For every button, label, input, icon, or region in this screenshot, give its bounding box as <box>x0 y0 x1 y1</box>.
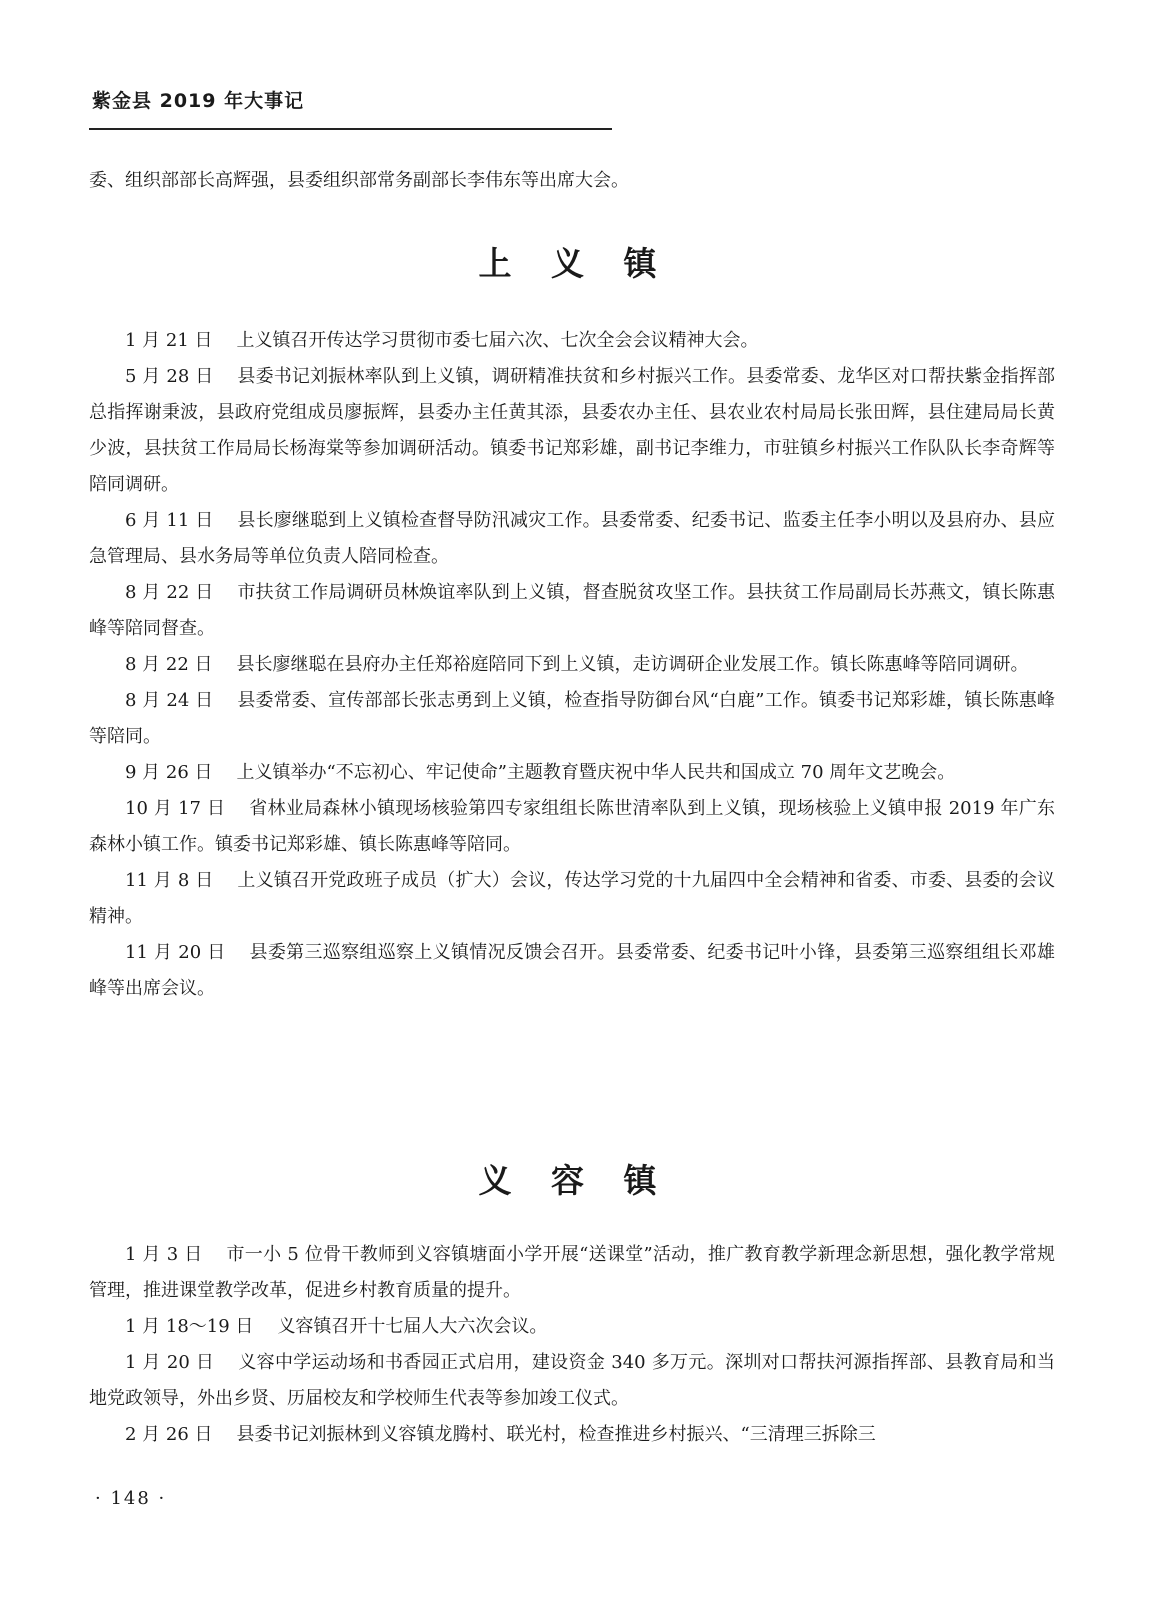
event-text: 县委书记刘振林到义容镇龙腾村、联光村，检查推进乡村振兴、“三清理三拆除三 <box>236 1424 876 1445</box>
running-header: 紫金县 2019 年大事记 <box>92 90 305 112</box>
event-date: 8 月 22 日 <box>125 654 213 675</box>
event-date: 11 月 8 日 <box>125 870 214 891</box>
event-text: 义容镇召开十七届人大六次会议。 <box>277 1316 548 1337</box>
event-date: 9 月 26 日 <box>125 762 213 783</box>
event-date: 8 月 22 日 <box>125 582 214 603</box>
event-entry <box>89 359 1055 503</box>
event-date: 6 月 11 日 <box>125 510 214 531</box>
header-rule <box>89 128 612 130</box>
event-entry <box>89 791 1055 863</box>
section-shangyi-entries <box>89 323 1055 1007</box>
event-date: 1 月 20 日 <box>125 1352 215 1373</box>
event-entry <box>89 323 1055 359</box>
lead-paragraph: 委、组织部部长高辉强，县委组织部常务副部长李伟东等出席大会。 <box>89 170 629 191</box>
event-text: 省林业局森林小镇现场核验第四专家组组长陈世清率队到上义镇，现场核验上义镇申报 2019 年广东森林小镇工作。镇委书记郑彩雄、镇长陈惠峰等陪同。 <box>89 798 1055 855</box>
event-entry <box>89 1345 1055 1417</box>
event-entry <box>89 1309 1055 1345</box>
event-text: 县委第三巡察组巡察上义镇情况反馈会召开。县委常委、纪委书记叶小锋，县委第三巡察组组长邓雄峰等出席会议。 <box>89 942 1055 999</box>
event-text: 上义镇举办“不忘初心、牢记使命”主题教育暨庆祝中华人民共和国成立 70 周年文艺晚会。 <box>236 762 956 783</box>
event-text: 义容中学运动场和书香园正式启用，建设资金 340 多万元。深圳对口帮扶河源指挥部、县教育局和当地党政领导，外出乡贤、历届校友和学校师生代表等参加竣工仪式。 <box>89 1352 1055 1409</box>
event-date: 8 月 24 日 <box>125 690 214 711</box>
event-text: 县长廖继聪到上义镇检查督导防汛减灾工作。县委常委、纪委书记、监委主任李小明以及县府办、县应急管理局、县水务局等单位负责人陪同检查。 <box>89 510 1055 567</box>
event-date: 1 月 18～19 日 <box>125 1316 254 1337</box>
event-text: 县长廖继聪在县府办主任郑裕庭陪同下到上义镇，走访调研企业发展工作。镇长陈惠峰等陪同调研。 <box>236 654 1029 675</box>
event-entry <box>89 647 1055 683</box>
event-date: 1 月 21 日 <box>125 330 213 351</box>
section-title-shangyi: 上 义 镇 <box>478 244 671 283</box>
event-entry <box>89 683 1055 755</box>
event-text: 上义镇召开党政班子成员（扩大）会议，传达学习党的十九届四中全会精神和省委、市委、县委的会议精神。 <box>89 870 1055 927</box>
event-text: 市扶贫工作局调研员林焕谊率队到上义镇，督查脱贫攻坚工作。县扶贫工作局副局长苏燕文，镇长陈惠峰等陪同督查。 <box>89 582 1055 639</box>
section-title-yirong: 义 容 镇 <box>478 1161 671 1200</box>
event-entry <box>89 1237 1055 1309</box>
event-entry <box>89 755 1055 791</box>
event-text: 县委书记刘振林率队到上义镇，调研精准扶贫和乡村振兴工作。县委常委、龙华区对口帮扶紫金指挥部总指挥谢秉波，县政府党组成员廖振辉，县委办主任黄其添，县委农办主任、县农业农村局局长张田辉，县住建局局长黄少波，县扶贫工作局局长杨海棠等参加调研活动。镇委书记郑彩雄，副书记李维力，市驻镇乡村振兴工作队队长李奇辉等陪同调研。 <box>89 366 1055 495</box>
event-entry <box>89 863 1055 935</box>
event-date: 2 月 26 日 <box>125 1424 213 1445</box>
event-date: 1 月 3 日 <box>125 1244 203 1265</box>
event-date: 10 月 17 日 <box>125 798 226 819</box>
event-entry <box>89 1417 1055 1453</box>
event-date: 11 月 20 日 <box>125 942 226 963</box>
event-text: 县委常委、宣传部部长张志勇到上义镇，检查指导防御台风“白鹿”工作。镇委书记郑彩雄，镇长陈惠峰等陪同。 <box>89 690 1055 747</box>
event-entry <box>89 503 1055 575</box>
event-date: 5 月 28 日 <box>125 366 214 387</box>
event-entry <box>89 575 1055 647</box>
event-text: 上义镇召开传达学习贯彻市委七届六次、七次全会会议精神大会。 <box>236 330 759 351</box>
event-text: 市一小 5 位骨干教师到义容镇塘面小学开展“送课堂”活动，推广教育教学新理念新思想，强化教学常规管理，推进课堂教学改革，促进乡村教育质量的提升。 <box>89 1244 1056 1301</box>
section-yirong-entries <box>89 1237 1055 1453</box>
event-entry <box>89 935 1055 1007</box>
page-number: · 148 · <box>95 1488 167 1509</box>
